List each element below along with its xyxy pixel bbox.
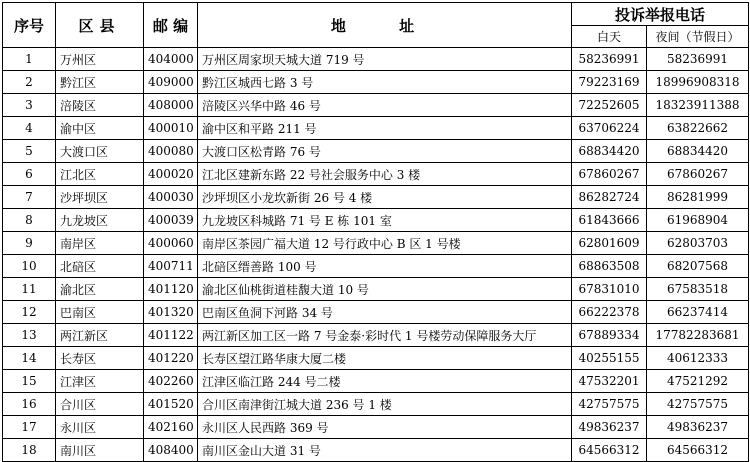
cell-night-phone: 47521292: [647, 370, 749, 393]
header-night: 夜间（节假日）: [647, 26, 749, 48]
cell-night-phone: 18323911388: [647, 94, 749, 117]
cell-postcode: 401220: [144, 347, 198, 370]
cell-address: 九龙坡区科城路 71 号 E 栋 101 室: [198, 209, 572, 232]
cell-seq: 18: [3, 439, 56, 462]
cell-seq: 16: [3, 393, 56, 416]
cell-day-phone: 68834420: [572, 140, 647, 163]
cell-day-phone: 62801609: [572, 232, 647, 255]
cell-district: 江北区: [56, 163, 144, 186]
cell-day-phone: 67889334: [572, 324, 647, 347]
cell-day-phone: 58236991: [572, 48, 647, 71]
cell-postcode: 408000: [144, 94, 198, 117]
table-row: [3, 370, 749, 393]
cell-seq: 14: [3, 347, 56, 370]
cell-day-phone: 63706224: [572, 117, 647, 140]
table-row: [3, 209, 749, 232]
table-row: [3, 163, 749, 186]
cell-day-phone: 72252605: [572, 94, 647, 117]
cell-district: 万州区: [56, 48, 144, 71]
cell-address: 沙坪坝区小龙坎新街 26 号 4 楼: [198, 186, 572, 209]
table-row: [3, 278, 749, 301]
cell-night-phone: 86281999: [647, 186, 749, 209]
cell-district: 南川区: [56, 439, 144, 462]
cell-address: 南岸区茶园广福大道 12 号行政中心 B 区 1 号楼: [198, 232, 572, 255]
cell-district: 永川区: [56, 416, 144, 439]
cell-district: 涪陵区: [56, 94, 144, 117]
cell-seq: 6: [3, 163, 56, 186]
cell-postcode: 402160: [144, 416, 198, 439]
cell-address: 长寿区望江路华康大厦二楼: [198, 347, 572, 370]
cell-postcode: 402260: [144, 370, 198, 393]
cell-district: 两江新区: [56, 324, 144, 347]
cell-address: 江津区临江路 244 号二楼: [198, 370, 572, 393]
header-address: 地 址: [198, 3, 572, 48]
cell-seq: 15: [3, 370, 56, 393]
table-row: [3, 94, 749, 117]
cell-district: 沙坪坝区: [56, 186, 144, 209]
cell-seq: 8: [3, 209, 56, 232]
cell-seq: 3: [3, 94, 56, 117]
cell-day-phone: 64566312: [572, 439, 647, 462]
cell-seq: 17: [3, 416, 56, 439]
table-row: [3, 48, 749, 71]
cell-day-phone: 66222378: [572, 301, 647, 324]
cell-address: 南川区金山大道 31 号: [198, 439, 572, 462]
cell-postcode: 401120: [144, 278, 198, 301]
cell-address: 渝北区仙桃街道桂馥大道 10 号: [198, 278, 572, 301]
cell-day-phone: 79223169: [572, 71, 647, 94]
cell-district: 渝北区: [56, 278, 144, 301]
cell-night-phone: 67583518: [647, 278, 749, 301]
cell-night-phone: 40612333: [647, 347, 749, 370]
table-row: [3, 347, 749, 370]
cell-postcode: 400060: [144, 232, 198, 255]
cell-district: 北碚区: [56, 255, 144, 278]
cell-address: 合川区南津街江城大道 236 号 1 楼: [198, 393, 572, 416]
cell-night-phone: 68834420: [647, 140, 749, 163]
table-row: [3, 324, 749, 347]
cell-address: 黔江区城西七路 3 号: [198, 71, 572, 94]
cell-day-phone: 40255155: [572, 347, 647, 370]
cell-night-phone: 42757575: [647, 393, 749, 416]
cell-address: 江北区建新东路 22 号社会服务中心 3 楼: [198, 163, 572, 186]
cell-postcode: 400711: [144, 255, 198, 278]
cell-night-phone: 67860267: [647, 163, 749, 186]
table-row: [3, 186, 749, 209]
cell-district: 黔江区: [56, 71, 144, 94]
cell-postcode: 401320: [144, 301, 198, 324]
cell-seq: 7: [3, 186, 56, 209]
header-row-1: [3, 3, 749, 26]
table-row: [3, 439, 749, 462]
cell-district: 南岸区: [56, 232, 144, 255]
table-row: [3, 416, 749, 439]
cell-night-phone: 66237414: [647, 301, 749, 324]
table-body: [3, 48, 749, 462]
cell-day-phone: 86282724: [572, 186, 647, 209]
cell-night-phone: 18996908318: [647, 71, 749, 94]
cell-district: 大渡口区: [56, 140, 144, 163]
table-row: [3, 117, 749, 140]
cell-night-phone: 17782283681: [647, 324, 749, 347]
cell-postcode: 409000: [144, 71, 198, 94]
cell-district: 巴南区: [56, 301, 144, 324]
cell-day-phone: 67831010: [572, 278, 647, 301]
header-phone: 投诉举报电话: [572, 3, 749, 26]
cell-seq: 10: [3, 255, 56, 278]
cell-night-phone: 63822662: [647, 117, 749, 140]
cell-seq: 1: [3, 48, 56, 71]
cell-night-phone: 64566312: [647, 439, 749, 462]
cell-address: 万州区周家坝天城大道 719 号: [198, 48, 572, 71]
table-row: [3, 255, 749, 278]
table-row: [3, 393, 749, 416]
cell-night-phone: 49836237: [647, 416, 749, 439]
cell-address: 涪陵区兴华中路 46 号: [198, 94, 572, 117]
cell-address: 大渡口区松青路 76 号: [198, 140, 572, 163]
cell-night-phone: 58236991: [647, 48, 749, 71]
cell-district: 长寿区: [56, 347, 144, 370]
cell-night-phone: 62803703: [647, 232, 749, 255]
table-row: [3, 232, 749, 255]
cell-postcode: 401520: [144, 393, 198, 416]
cell-address: 两江新区加工区一路 7 号金泰·彩时代 1 号楼劳动保障服务大厅: [198, 324, 572, 347]
cell-seq: 11: [3, 278, 56, 301]
cell-day-phone: 42757575: [572, 393, 647, 416]
cell-postcode: 400020: [144, 163, 198, 186]
cell-postcode: 404000: [144, 48, 198, 71]
table-row: [3, 140, 749, 163]
cell-address: 永川区人民西路 369 号: [198, 416, 572, 439]
cell-seq: 5: [3, 140, 56, 163]
table-row: [3, 301, 749, 324]
cell-district: 渝中区: [56, 117, 144, 140]
cell-day-phone: 49836237: [572, 416, 647, 439]
cell-postcode: 401122: [144, 324, 198, 347]
cell-night-phone: 61968904: [647, 209, 749, 232]
table-row: [3, 71, 749, 94]
cell-day-phone: 47532201: [572, 370, 647, 393]
cell-district: 江津区: [56, 370, 144, 393]
header-seq: 序号: [3, 3, 56, 48]
cell-address: 巴南区鱼洞下河路 34 号: [198, 301, 572, 324]
cell-day-phone: 68863508: [572, 255, 647, 278]
cell-postcode: 400080: [144, 140, 198, 163]
header-postcode: 邮 编: [144, 3, 198, 48]
cell-postcode: 400030: [144, 186, 198, 209]
cell-postcode: 408400: [144, 439, 198, 462]
cell-seq: 4: [3, 117, 56, 140]
cell-address: 渝中区和平路 211 号: [198, 117, 572, 140]
cell-district: 合川区: [56, 393, 144, 416]
cell-district: 九龙坡区: [56, 209, 144, 232]
cell-day-phone: 61843666: [572, 209, 647, 232]
cell-postcode: 400039: [144, 209, 198, 232]
cell-postcode: 400010: [144, 117, 198, 140]
cell-day-phone: 67860267: [572, 163, 647, 186]
header-day: 白天: [572, 26, 647, 48]
header-district: 区县: [56, 3, 144, 48]
cell-seq: 12: [3, 301, 56, 324]
cell-seq: 13: [3, 324, 56, 347]
cell-seq: 9: [3, 232, 56, 255]
cell-night-phone: 68207568: [647, 255, 749, 278]
complaint-hotline-table: [2, 2, 749, 462]
cell-address: 北碚区缙善路 100 号: [198, 255, 572, 278]
cell-seq: 2: [3, 71, 56, 94]
